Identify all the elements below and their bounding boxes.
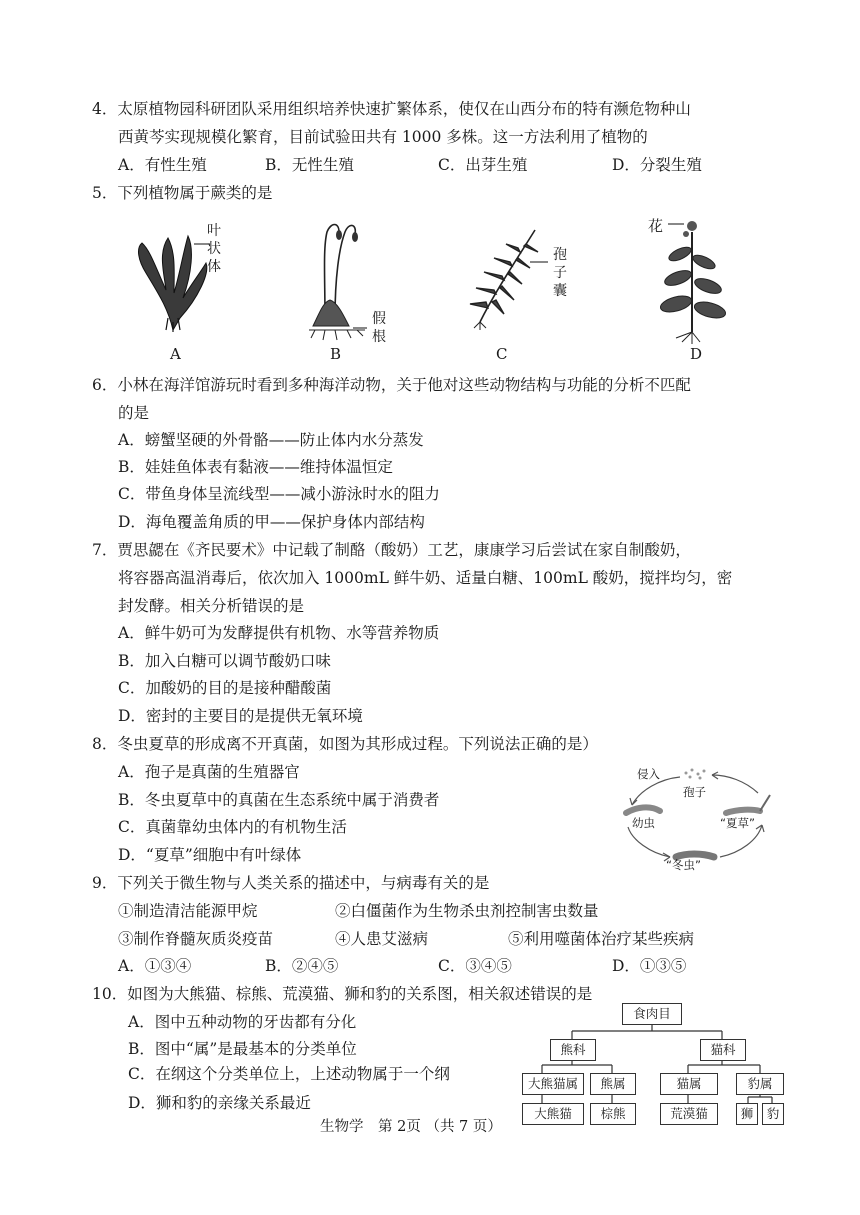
q5-stem: 5．下列植物属于蕨类的是: [92, 184, 273, 202]
q9-item-1: ①制造清洁能源甲烷: [118, 902, 258, 920]
plant-b-annotation: 假根: [372, 311, 386, 345]
diagram-larva-label: 幼虫: [632, 816, 655, 830]
plant-d-figure: [656, 214, 736, 344]
q9-option-c: C．③④⑤: [438, 957, 512, 975]
tree-species-brown-bear: 棕熊: [590, 1103, 636, 1125]
diagram-invade-label: 侵入: [637, 767, 660, 781]
tree-species-giant-panda: 大熊猫: [522, 1103, 584, 1125]
q9-item-2: ②白僵菌作为生物杀虫剂控制害虫数量: [335, 902, 599, 920]
tree-genus-ailuropoda: 大熊猫属: [522, 1073, 584, 1095]
q10-option-a: A．图中五种动物的牙齿都有分化: [128, 1013, 357, 1031]
tree-genus-felis: 猫属: [660, 1073, 718, 1095]
plant-b-figure: [305, 218, 375, 343]
q9-item-4: ④人患艾滋病: [335, 930, 429, 948]
q7-option-b: B．加入白糖可以调节酸奶口味: [118, 652, 331, 670]
diagram-summer-grass-label: “夏草”: [720, 816, 755, 830]
q9-option-b: B．②④⑤: [265, 957, 339, 975]
tree-order-carnivora: 食肉目: [622, 1003, 682, 1025]
q10-stem: 10．如图为大熊猫、棕熊、荒漠猫、狮和豹的关系图，相关叙述错误的是: [92, 985, 593, 1003]
q10-option-c: C．在纲这个分类单位上，上述动物属于一个纲: [128, 1065, 450, 1083]
q9-option-a: A．①③④: [118, 957, 192, 975]
page-footer: 生物学 第 2页 （共 7 页）: [320, 1119, 502, 1135]
q8-option-c: C．真菌靠幼虫体内的有机物生活: [118, 818, 347, 836]
q4-stem-line2: 西黄芩实现规模化繁育，目前试验田共有 1000 多株。这一方法利用了植物的: [118, 128, 648, 146]
q9-option-d: D．①③⑤: [612, 957, 687, 975]
diagram-winter-worm-label: “冬虫”: [666, 858, 701, 872]
tree-species-lion: 狮: [736, 1103, 758, 1125]
q6-option-a: A．螃蟹坚硬的外骨骼——防止体内水分蒸发: [118, 431, 424, 449]
q4-option-d: D．分裂生殖: [612, 156, 702, 174]
tree-species-desert-cat: 荒漠猫: [660, 1103, 718, 1125]
tree-family-ursidae: 熊科: [550, 1039, 596, 1061]
plant-a-label: A: [170, 345, 181, 363]
q4-option-b: B．无性生殖: [265, 156, 354, 174]
q7-option-c: C．加酸奶的目的是接种醋酸菌: [118, 679, 332, 697]
plant-d-annotation: 花: [648, 217, 664, 235]
q4-option-a: A．有性生殖: [118, 156, 207, 174]
plant-a-annotation: 叶状体: [207, 223, 221, 275]
q8-stem: 8．冬虫夏草的形成离不开真菌，如图为其形成过程。下列说法正确的是）: [92, 735, 598, 753]
q9-stem: 9．下列关于微生物与人类关系的描述中，与病毒有关的是: [92, 874, 490, 892]
q6-option-c: C．带鱼身体呈流线型——减小游泳时水的阻力: [118, 485, 440, 503]
q10-option-b: B．图中“属”是最基本的分类单位: [128, 1040, 357, 1058]
q4-stem-line1: 4．太原植物园科研团队采用组织培养快速扩繁体系，使仅在山西分布的特有濒危物种山: [92, 100, 691, 118]
plant-b-label: B: [330, 345, 342, 363]
q6-option-d: D．海龟覆盖角质的甲——保护身体内部结构: [118, 513, 425, 531]
q8-option-a: A．孢子是真菌的生殖器官: [118, 763, 300, 781]
q7-stem-line1: 7．贾思勰在《齐民要术》中记载了制酪（酸奶）工艺，康康学习后尝试在家自制酸奶，: [92, 541, 691, 559]
plant-d-label: D: [690, 345, 703, 363]
q10-option-d: D．狮和豹的亲缘关系最近: [128, 1094, 311, 1112]
tree-genus-panthera: 豹属: [736, 1073, 784, 1095]
q9-item-3: ③制作脊髓灰质炎疫苗: [118, 930, 274, 948]
plant-c-annotation: 孢子囊: [553, 247, 567, 299]
q7-option-d: D．密封的主要目的是提供无氧环境: [118, 707, 363, 725]
q4-option-c: C．出芽生殖: [438, 156, 528, 174]
plant-c-figure: [460, 222, 550, 332]
q8-option-b: B．冬虫夏草中的真菌在生态系统中属于消费者: [118, 791, 440, 809]
q7-option-a: A．鲜牛奶可为发酵提供有机物、水等营养物质: [118, 624, 440, 642]
tree-genus-ursus: 熊属: [590, 1073, 636, 1095]
q7-stem-line3: 封发酵。相关分析错误的是: [118, 597, 305, 615]
plant-a-figure: [128, 218, 218, 338]
q7-stem-line2: 将容器高温消毒后，依次加入 1000mL 鲜牛奶、适量白糖、100mL 酸奶，搅拌均匀，密: [118, 569, 733, 587]
q8-option-d: D．“夏草”细胞中有叶绿体: [118, 846, 302, 864]
q6-stem-line2: 的是: [118, 404, 150, 422]
q9-item-5: ⑤利用噬菌体治疗某些疾病: [508, 930, 695, 948]
q6-option-b: B．娃娃鱼体表有黏液——维持体温恒定: [118, 458, 393, 476]
tree-family-felidae: 猫科: [700, 1039, 746, 1061]
tree-species-leopard: 豹: [762, 1103, 784, 1125]
plant-c-label: C: [496, 345, 508, 363]
diagram-spore-label: 孢子: [683, 785, 706, 799]
q6-stem-line1: 6．小林在海洋馆游玩时看到多种海洋动物，关于他对这些动物结构与功能的分析不匹配: [92, 376, 691, 394]
